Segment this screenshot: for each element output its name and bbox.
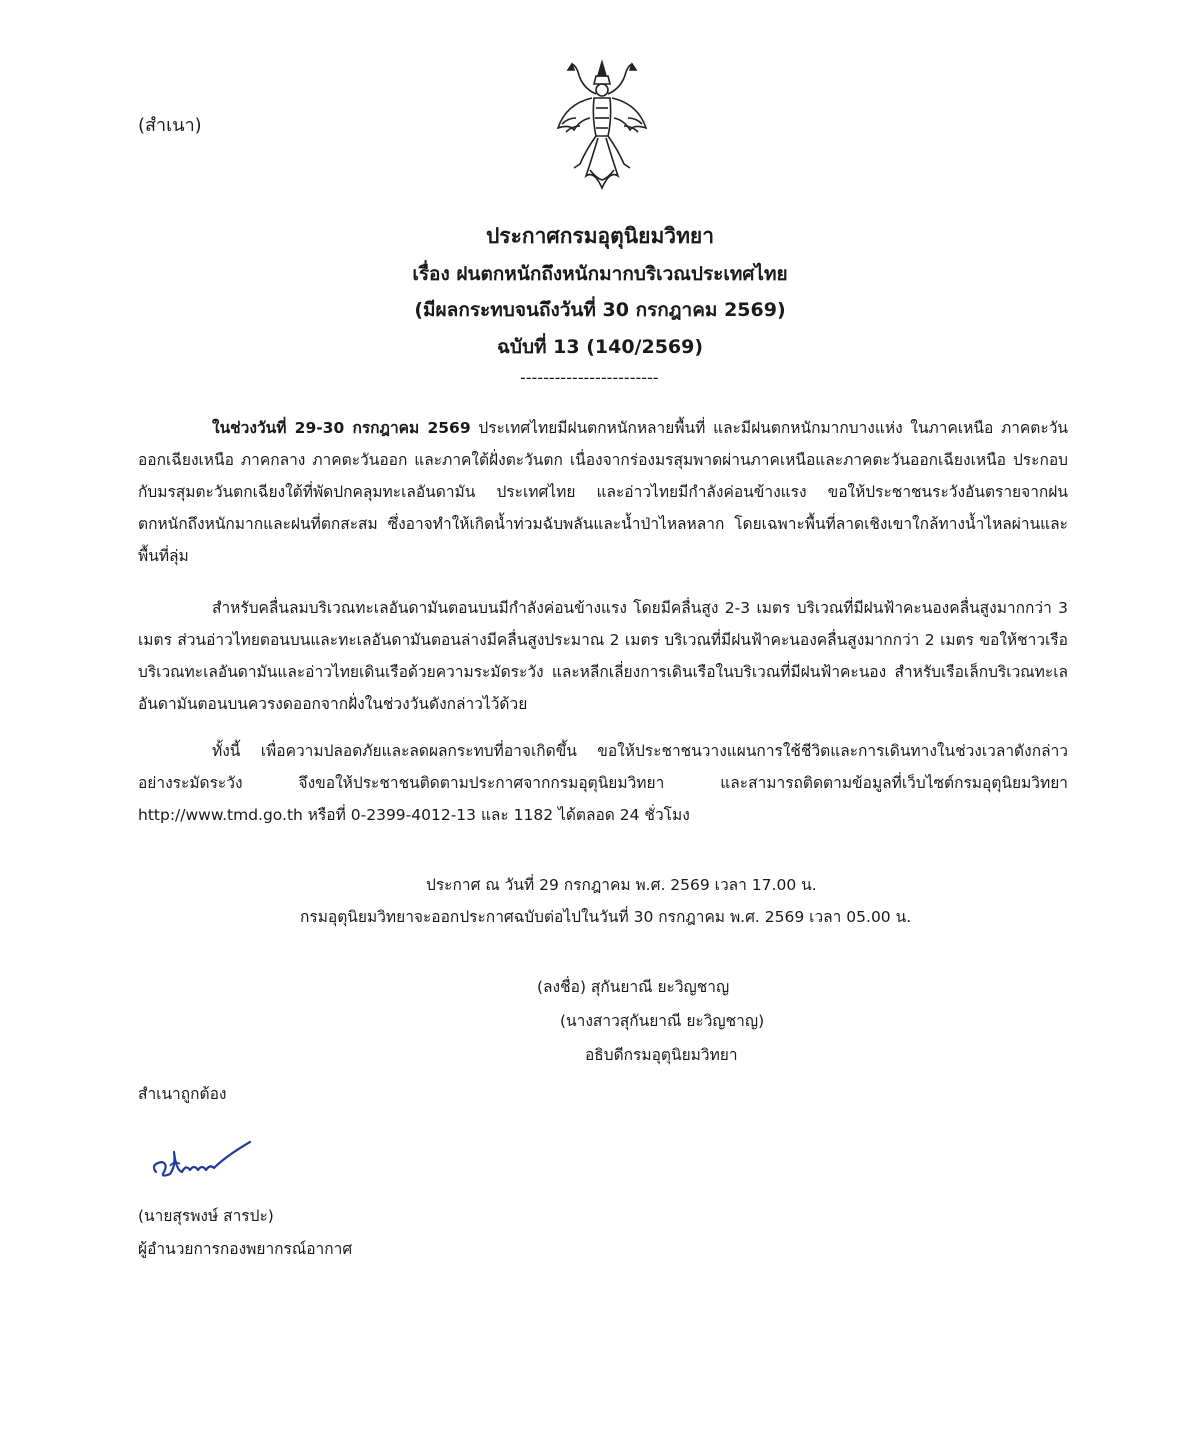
- signatory-position: อธิบดีกรมอุตุนิยมวิทยา: [585, 1046, 738, 1064]
- garuda-emblem-icon: [552, 58, 652, 198]
- certified-copy-label: สำเนาถูกต้อง: [138, 1085, 227, 1103]
- paragraph-rain-lead: ในช่วงวันที่ 29-30 กรกฎาคม 2569: [212, 419, 471, 437]
- paragraph-rain: [138, 412, 1068, 572]
- certifier-position: ผู้อำนวยการกองพยากรณ์อากาศ: [138, 1240, 353, 1258]
- handwritten-signature: [146, 1130, 266, 1190]
- announcement-issue: ฉบับที่ 13 (140/2569): [496, 336, 704, 358]
- certifier-name: (นายสุรพงษ์ สารปะ): [138, 1207, 274, 1225]
- announcement-effect: (มีผลกระทบจนถึงวันที่ 30 กรกฎาคม 2569): [414, 299, 786, 321]
- announcement-title: ประกาศกรมอุตุนิยมวิทยา: [485, 224, 715, 248]
- paragraph-safety: ทั้งนี้ เพื่อความปลอดภัยและลดผลกระทบที่อาจเกิดขึ้น ขอให้ประชาชนวางแผนการใช้ชีวิตและการเดินทางในช่วงเวลาดังกล่าวอย่างระมัดระวัง จึงขอให้ประชาชนติดตามประกาศจากกรมอุตุนิยมวิทยา และสามารถติดตามข้อมูลที่เว็บไซต์กรมอุตุนิยมวิทยา http://www.tmd.go.th หรือที่ 0-2399-4012-13 และ 1182 ได้ตลอด 24 ชั่วโมง: [138, 742, 1068, 824]
- next-issue-note: กรมอุตุนิยมวิทยาจะออกประกาศฉบับต่อไปในวันที่ 30 กรกฎาคม พ.ศ. 2569 เวลา 05.00 น.: [300, 908, 912, 926]
- header-divider: ------------------------: [520, 368, 659, 387]
- paragraph-rain-text: ประเทศไทยมีฝนตกหนักหลายพื้นที่ และมีฝนตกหนักมากบางแห่ง ในภาคเหนือ ภาคตะวันออกเฉียงเหนือ ภาคกลาง ภาคตะวันออก และภาคใต้ฝั่งตะวันตก เนื่องจากร่องมรสุมพาดผ่านภาคเหนือและภาคตะวันออกเฉียงเหนือ ประกอบกับมรสุมตะวันตกเฉียงใต้ที่พัดปกคลุมทะเลอันดามัน ประเทศไทย และอ่าวไทยมีกำลังค่อนข้างแรง ขอให้ประชาชนระวังอันตรายจากฝนตกหนักถึงหนักมากและฝนที่ตกสะสม ซึ่งอาจทำให้เกิดน้ำท่วมฉับพลันและน้ำป่าไหลหลาก โดยเฉพาะพื้นที่ลาดเชิงเขาใกล้ทางน้ำไหลผ่านและพื้นที่ลุ่ม: [138, 419, 1068, 565]
- signed-line: (ลงชื่อ) สุกันยาณี ยะวิญชาญ: [537, 978, 730, 996]
- signatory-name: (นางสาวสุกันยาณี ยะวิญชาญ): [560, 1012, 765, 1030]
- issued-date: ประกาศ ณ วันที่ 29 กรกฎาคม พ.ศ. 2569 เวลา 17.00 น.: [426, 876, 817, 894]
- announcement-subject: เรื่อง ฝนตกหนักถึงหนักมากบริเวณประเทศไทย: [412, 263, 788, 285]
- copy-label: (สำเนา): [138, 115, 202, 136]
- paragraph-waves: สำหรับคลื่นลมบริเวณทะเลอันดามันตอนบนมีกำลังค่อนข้างแรง โดยมีคลื่นสูง 2-3 เมตร บริเวณที่มีฝนฟ้าคะนองคลื่นสูงมากกว่า 3 เมตร ส่วนอ่าวไทยตอนบนและทะเลอันดามันตอนล่างมีคลื่นสูงประมาณ 2 เมตร บริเวณที่มีฝนฟ้าคะนองคลื่นสูงมากกว่า 2 เมตร ขอให้ชาวเรือบริเวณทะเลอันดามันและอ่าวไทยเดินเรือด้วยความระมัดระวัง และหลีกเลี่ยงการเดินเรือในบริเวณที่มีฝนฟ้าคะนอง สำหรับเรือเล็กบริเวณทะเลอันดามันตอนบนควรงดออกจากฝั่งในช่วงวันดังกล่าวไว้ด้วย: [138, 599, 1068, 713]
